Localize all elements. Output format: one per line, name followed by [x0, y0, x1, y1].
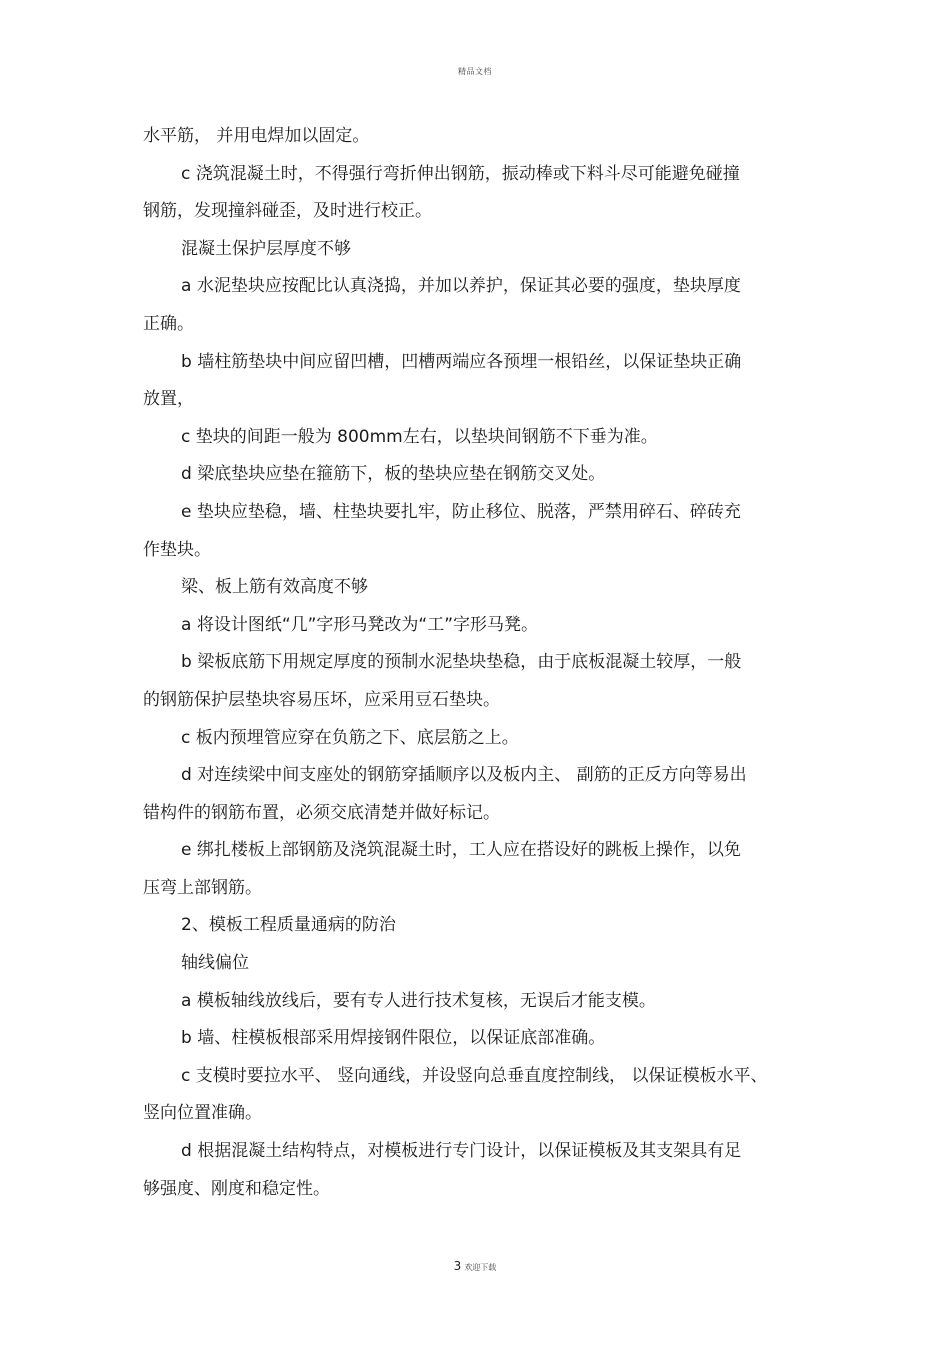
text-line: 2、模板工程质量通病的防治 [181, 915, 396, 936]
text-line: c 垫块的间距一般为 800mm左右，以垫块间钢筋不下垂为准。 [181, 426, 658, 447]
text-line: 的钢筋保护层垫块容易压坏，应采用豆石垫块。 [143, 689, 500, 710]
text-line: b 梁板底筋下用规定厚度的预制水泥垫块垫稳，由于底板混凝土较厚，一般 [181, 652, 742, 673]
text-line: 作垫块。 [143, 539, 211, 560]
text-line: d 对连续梁中间支座处的钢筋穿插顺序以及板内主、 副筋的正反方向等易出 [181, 765, 747, 786]
text-line: a 将设计图纸“几”字形马凳改为“工”字形马凳。 [181, 614, 539, 635]
text-line: a 模板轴线放线后，要有专人进行技术复核，无误后才能支模。 [181, 990, 656, 1011]
text-line: 水平筋， 并用电焊加以固定。 [143, 126, 370, 146]
text-line: b 墙、柱模板根部采用焊接钢件限位，以保证底部准确。 [181, 1028, 606, 1049]
text-line: 错构件的钢筋布置，必须交底清楚并做好标记。 [143, 802, 500, 823]
text-line: 竖向位置准确。 [143, 1103, 262, 1124]
text-line: 够强度、刚度和稳定性。 [143, 1178, 330, 1199]
page-number: 3 [453, 1259, 462, 1273]
text-line: b 墙柱筋垫块中间应留凹槽，凹槽两端应各预埋一根铅丝，以保证垫块正确 [181, 351, 742, 372]
text-line: 混凝土保护层厚度不够 [181, 238, 351, 259]
footer-text: 欢迎下载 [464, 1263, 497, 1272]
text-line: c 板内预埋管应穿在负筋之下、底层筋之上。 [181, 727, 519, 748]
text-line: 梁、板上筋有效高度不够 [181, 577, 368, 598]
text-line: 压弯上部钢筋。 [143, 877, 262, 898]
text-line: 放置， [143, 389, 194, 410]
text-line: e 垫块应垫稳，墙、柱垫块要扎牢，防止移位、脱落，严禁用碎石、碎砖充 [181, 501, 741, 522]
text-line: d 梁底垫块应垫在箍筋下，板的垫块应垫在钢筋交叉处。 [181, 464, 606, 485]
text-line: e 绑扎楼板上部钢筋及浇筑混凝土时，工人应在搭设好的跳板上操作，以免 [181, 840, 741, 861]
text-line: 轴线偏位 [181, 953, 249, 974]
text-line: c 支模时要拉水平、 竖向通线，并设竖向总垂直度控制线， 以保证模板水平、 [181, 1065, 768, 1086]
page-footer [0, 1259, 950, 1273]
text-line: c 浇筑混凝土时，不得强行弯折伸出钢筋，振动棒或下料斗尽可能避免碰撞 [181, 163, 740, 184]
text-line: 钢筋，发现撞斜碰歪，及时进行校正。 [143, 201, 432, 222]
page-header: 精品文档 [458, 67, 492, 76]
document-body [143, 118, 813, 1208]
text-line: d 根据混凝土结构特点，对模板进行专门设计，以保证模板及其支架具有足 [181, 1141, 742, 1162]
text-line: a 水泥垫块应按配比认真浇捣，并加以养护，保证其必要的强度，垫块厚度 [181, 276, 741, 297]
text-line: 正确。 [143, 313, 194, 334]
